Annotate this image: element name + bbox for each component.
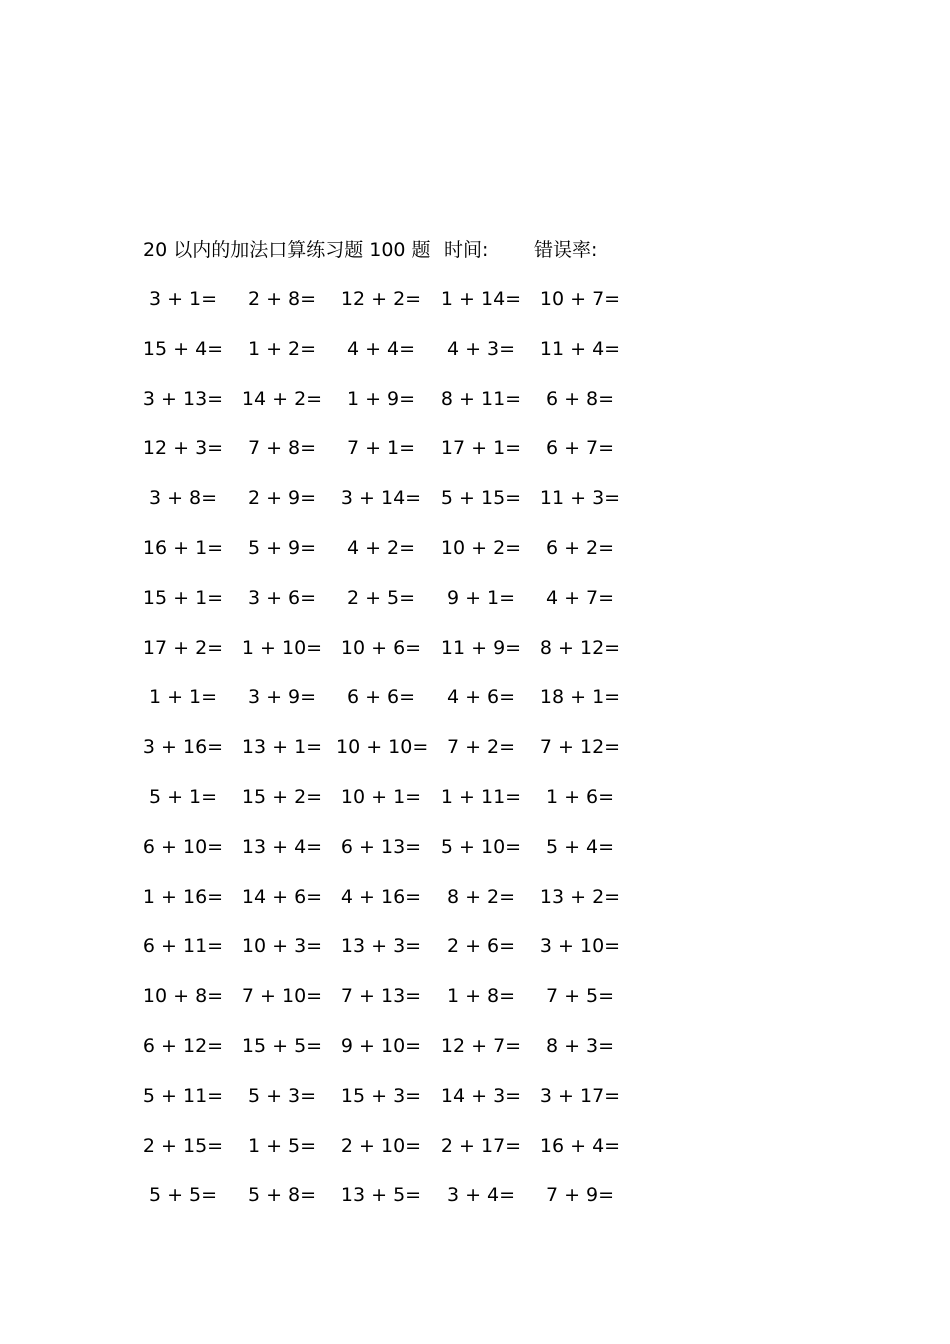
problem-item: 5 + 8=	[247, 1184, 317, 1207]
problem-item: 5 + 1=	[148, 785, 218, 808]
problem-item: 3 + 9=	[247, 686, 317, 709]
problem-item: 5 + 3=	[247, 1084, 317, 1107]
problem-item: 5 + 4=	[545, 835, 615, 858]
problem-row	[143, 1081, 643, 1131]
problem-row	[143, 633, 643, 683]
problem-item: 10 + 1=	[340, 785, 422, 808]
problem-item: 3 + 13=	[142, 387, 224, 410]
problem-item: 2 + 10=	[340, 1134, 422, 1157]
problem-item: 6 + 10=	[142, 835, 224, 858]
problem-row	[143, 533, 643, 583]
problem-item: 10 + 3=	[241, 935, 323, 958]
problem-item: 3 + 8=	[148, 487, 218, 510]
problem-row	[143, 583, 643, 633]
problem-item: 5 + 10=	[440, 835, 522, 858]
problem-item: 4 + 3=	[446, 337, 516, 360]
problem-item: 1 + 5=	[247, 1134, 317, 1157]
problem-item: 14 + 2=	[241, 387, 323, 410]
problem-item: 2 + 15=	[142, 1134, 224, 1157]
problem-item: 3 + 17=	[539, 1084, 621, 1107]
problem-item: 13 + 3=	[340, 935, 422, 958]
problem-item: 5 + 11=	[142, 1084, 224, 1107]
problem-item: 7 + 5=	[545, 985, 615, 1008]
problem-row	[143, 334, 643, 384]
problem-item: 7 + 9=	[545, 1184, 615, 1207]
problem-item: 9 + 1=	[446, 586, 516, 609]
problem-row	[143, 284, 643, 334]
problem-row	[143, 682, 643, 732]
problem-item: 2 + 5=	[346, 586, 416, 609]
problem-item: 8 + 2=	[446, 885, 516, 908]
problem-item: 13 + 1=	[241, 736, 323, 759]
problem-item: 1 + 1=	[148, 686, 218, 709]
problem-item: 7 + 8=	[247, 437, 317, 460]
problem-item: 4 + 2=	[346, 536, 416, 559]
problem-item: 6 + 2=	[545, 536, 615, 559]
problem-item: 4 + 4=	[346, 337, 416, 360]
problem-item: 6 + 7=	[545, 437, 615, 460]
problem-item: 8 + 12=	[539, 636, 621, 659]
problem-item: 6 + 11=	[142, 935, 224, 958]
problem-row	[143, 384, 643, 434]
problem-item: 11 + 3=	[539, 487, 621, 510]
problem-item: 14 + 6=	[241, 885, 323, 908]
problem-item: 16 + 1=	[142, 536, 224, 559]
problem-item: 2 + 9=	[247, 487, 317, 510]
problem-item: 1 + 8=	[446, 985, 516, 1008]
problem-item: 15 + 2=	[241, 785, 323, 808]
problem-item: 5 + 5=	[148, 1184, 218, 1207]
problem-item: 1 + 9=	[346, 387, 416, 410]
problem-item: 13 + 5=	[340, 1184, 422, 1207]
problem-item: 13 + 4=	[241, 835, 323, 858]
problem-item: 5 + 15=	[440, 487, 522, 510]
problem-item: 10 + 6=	[340, 636, 422, 659]
problem-item: 7 + 1=	[346, 437, 416, 460]
problem-item: 11 + 4=	[539, 337, 621, 360]
problem-row	[143, 832, 643, 882]
worksheet-title: 20 以内的加法口算练习题 100 题	[143, 239, 431, 261]
problem-item: 15 + 5=	[241, 1034, 323, 1057]
problem-item: 2 + 6=	[446, 935, 516, 958]
problem-item: 3 + 1=	[148, 288, 218, 310]
problem-row	[143, 882, 643, 932]
problem-item: 1 + 16=	[142, 885, 224, 908]
problem-item: 3 + 14=	[340, 487, 422, 510]
problem-item: 4 + 7=	[545, 586, 615, 609]
problem-item: 8 + 11=	[440, 387, 522, 410]
problem-item: 7 + 12=	[539, 736, 621, 759]
problem-item: 17 + 2=	[142, 636, 224, 659]
problem-item: 18 + 1=	[539, 686, 621, 709]
problem-item: 2 + 8=	[247, 288, 317, 310]
problem-item: 8 + 3=	[545, 1034, 615, 1057]
problem-item: 14 + 3=	[440, 1084, 522, 1107]
problem-item: 17 + 1=	[440, 437, 522, 460]
time-label: 时间:	[444, 239, 489, 261]
problem-item: 6 + 8=	[545, 387, 615, 410]
problem-row	[143, 981, 643, 1031]
problem-item: 7 + 10=	[241, 985, 323, 1008]
problem-item: 9 + 10=	[340, 1034, 422, 1057]
problem-item: 7 + 2=	[446, 736, 516, 759]
problem-row	[143, 433, 643, 483]
problem-item: 1 + 2=	[247, 337, 317, 360]
problem-item: 1 + 14=	[440, 288, 522, 310]
problem-item: 1 + 6=	[545, 785, 615, 808]
problem-item: 10 + 7=	[539, 288, 621, 310]
problem-item: 3 + 6=	[247, 586, 317, 609]
problem-item: 7 + 13=	[340, 985, 422, 1008]
problem-item: 4 + 6=	[446, 686, 516, 709]
problem-row	[143, 1180, 643, 1230]
problem-item: 6 + 12=	[142, 1034, 224, 1057]
problem-row	[143, 483, 643, 533]
problem-item: 10 + 8=	[142, 985, 224, 1008]
problem-item: 2 + 17=	[440, 1134, 522, 1157]
problem-item: 3 + 4=	[446, 1184, 516, 1207]
problem-row	[143, 782, 643, 832]
problem-item: 1 + 11=	[440, 785, 522, 808]
problem-item: 10 + 10=	[336, 736, 429, 759]
problem-item: 12 + 7=	[440, 1034, 522, 1057]
problem-row	[143, 732, 643, 782]
problem-item: 1 + 10=	[241, 636, 323, 659]
problem-item: 13 + 2=	[539, 885, 621, 908]
problem-item: 15 + 1=	[142, 586, 224, 609]
problem-item: 3 + 10=	[539, 935, 621, 958]
problem-item: 12 + 2=	[340, 288, 422, 310]
problem-item: 4 + 16=	[340, 885, 422, 908]
problem-row	[143, 1031, 643, 1081]
problem-item: 11 + 9=	[440, 636, 522, 659]
error-rate-label: 错误率:	[534, 239, 598, 261]
problem-item: 15 + 3=	[340, 1084, 422, 1107]
problem-item: 16 + 4=	[539, 1134, 621, 1157]
problem-item: 6 + 6=	[346, 686, 416, 709]
problem-item: 12 + 3=	[142, 437, 224, 460]
problem-row	[143, 1131, 643, 1181]
problem-item: 10 + 2=	[440, 536, 522, 559]
problem-row	[143, 931, 643, 981]
problem-grid	[143, 284, 643, 1230]
problem-item: 3 + 16=	[142, 736, 224, 759]
problem-item: 6 + 13=	[340, 835, 422, 858]
problem-item: 15 + 4=	[142, 337, 224, 360]
problem-item: 5 + 9=	[247, 536, 317, 559]
